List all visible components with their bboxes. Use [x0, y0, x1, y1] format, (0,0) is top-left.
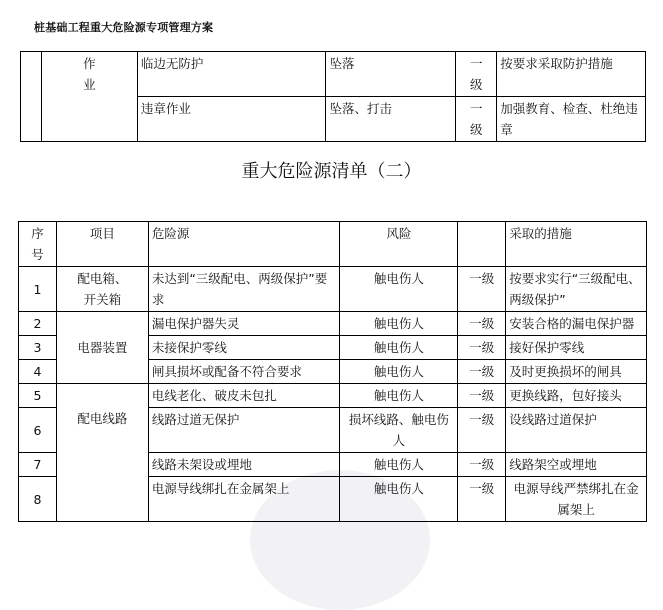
- table-row: [21, 52, 646, 97]
- risk-cell: 触电伤人: [340, 312, 458, 336]
- header-item: 项目: [56, 222, 148, 267]
- measure-cell: 加强教育、检查、杜绝违章: [497, 97, 646, 142]
- table-row: [19, 384, 647, 408]
- level-cell: 一级: [458, 336, 506, 360]
- measure-cell: 接好保护零线: [506, 336, 647, 360]
- header-measure: 采取的措施: [506, 222, 647, 267]
- row-no: 6: [19, 408, 57, 453]
- group-cell: 电器装置: [56, 312, 148, 384]
- measure-cell: 安装合格的漏电保护器: [506, 312, 647, 336]
- risk-cell: 触电伤人: [340, 477, 458, 522]
- level-cell: 一级: [458, 453, 506, 477]
- level-cell: 一 级: [456, 97, 497, 142]
- row-no: 1: [19, 267, 57, 312]
- item-cell: 作 业: [41, 52, 137, 142]
- risk-cell: 坠落: [326, 52, 456, 97]
- source-cell: 未达到“三级配电、两级保护”要求: [148, 267, 340, 312]
- risk-cell: 触电伤人: [340, 267, 458, 312]
- measure-cell: 更换线路，包好接头: [506, 384, 647, 408]
- header-risk: 风险: [340, 222, 458, 267]
- risk-cell: 触电伤人: [340, 360, 458, 384]
- section-title: 重大危险源清单（二）: [241, 161, 422, 182]
- measure-cell: 线路架空或埋地: [506, 453, 647, 477]
- empty-cell: [21, 52, 42, 142]
- level-cell: 一级: [458, 408, 506, 453]
- risk-cell: 触电伤人: [340, 384, 458, 408]
- hazard-list-table: [18, 221, 647, 522]
- risk-cell: 触电伤人: [340, 336, 458, 360]
- level-cell: 一级: [458, 267, 506, 312]
- level-cell: 一级: [458, 384, 506, 408]
- risk-cell: 触电伤人: [340, 453, 458, 477]
- source-cell: 线路过道无保护: [148, 408, 340, 453]
- header-level: [458, 222, 506, 267]
- row-no: 3: [19, 336, 57, 360]
- table-row: [19, 267, 647, 312]
- row-no: 7: [19, 453, 57, 477]
- risk-cell: 坠落、打击: [326, 97, 456, 142]
- measure-cell: 设线路过道保护: [506, 408, 647, 453]
- measure-cell: 按要求采取防护措施: [497, 52, 646, 97]
- header-no: 序 号: [19, 222, 57, 267]
- row-no: 5: [19, 384, 57, 408]
- source-cell: 电源导线绑扎在金属架上: [148, 477, 340, 522]
- source-cell: 漏电保护器失灵: [148, 312, 340, 336]
- source-cell: 线路未架设或埋地: [148, 453, 340, 477]
- header-source: 危险源: [148, 222, 340, 267]
- measure-cell: 电源导线严禁绑扎在金属架上: [506, 477, 647, 522]
- level-cell: 一级: [458, 360, 506, 384]
- group-cell: 配电线路: [56, 384, 148, 522]
- group-cell: 配电箱、 开关箱: [56, 267, 148, 312]
- measure-cell: 及时更换损坏的闸具: [506, 360, 647, 384]
- level-cell: 一级: [458, 312, 506, 336]
- source-cell: 闸具损坏或配备不符合要求: [148, 360, 340, 384]
- source-cell: 未接保护零线: [148, 336, 340, 360]
- table-row: [19, 312, 647, 336]
- level-cell: 一级: [458, 477, 506, 522]
- source-cell: 临边无防护: [137, 52, 326, 97]
- source-cell: 电线老化、破皮未包扎: [148, 384, 340, 408]
- table-header-row: [19, 222, 647, 267]
- risk-cell: 损坏线路、触电伤人: [340, 408, 458, 453]
- row-no: 8: [19, 477, 57, 522]
- source-cell: 违章作业: [137, 97, 326, 142]
- level-cell: 一 级: [456, 52, 497, 97]
- hazard-table-continued: [20, 51, 646, 142]
- document-header: 桩基础工程重大危险源专项管理方案: [34, 21, 214, 34]
- measure-cell: 按要求实行“三级配电、两级保护”: [506, 267, 647, 312]
- row-no: 2: [19, 312, 57, 336]
- row-no: 4: [19, 360, 57, 384]
